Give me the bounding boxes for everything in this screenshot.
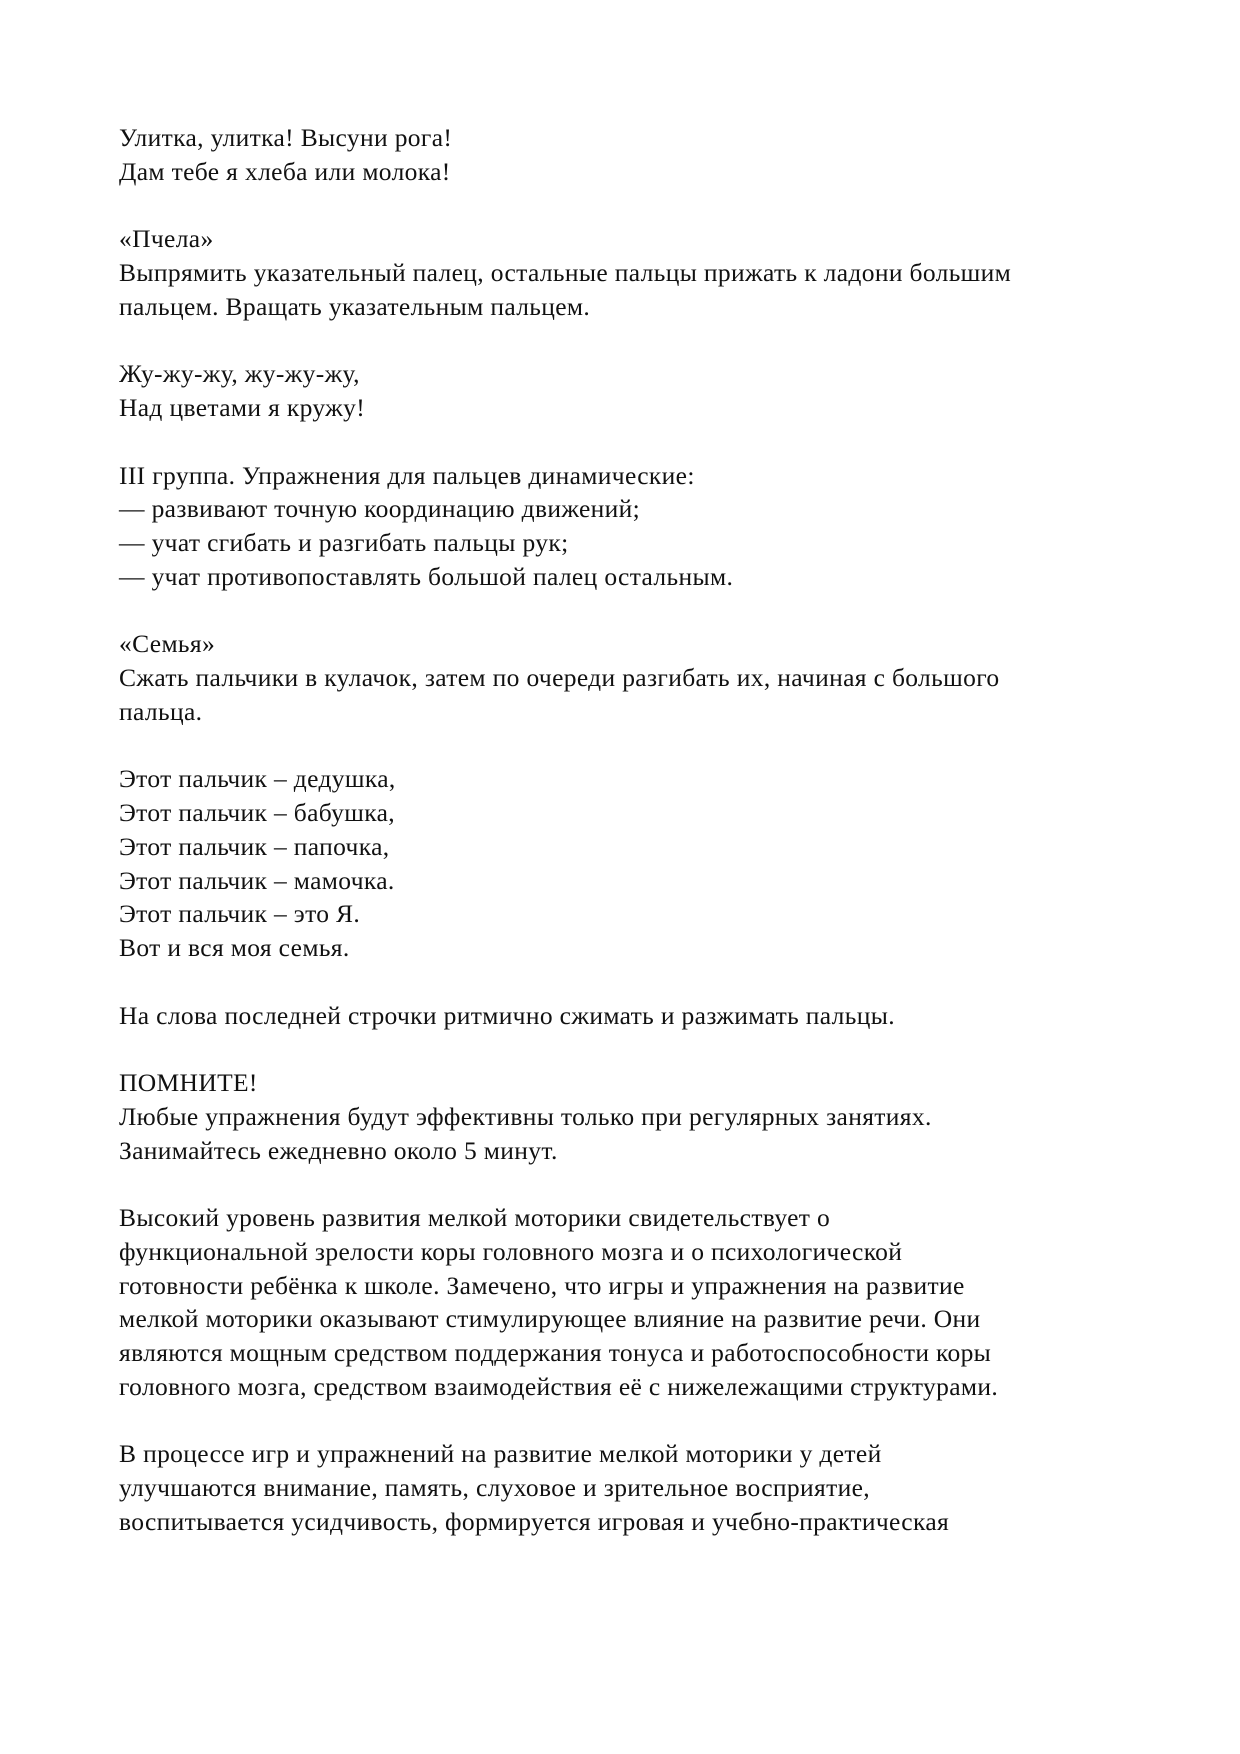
- text-line: готовности ребёнка к школе. Замечено, что игры и упражнения на развитие: [119, 1270, 965, 1300]
- text-line: Улитка, улитка! Высуни рога!: [119, 123, 453, 152]
- text-line: пальца.: [119, 696, 203, 726]
- benefits-paragraph: [119, 1437, 1129, 1538]
- text-line: Вот и вся моя семья.: [119, 933, 350, 962]
- text-line: Этот пальчик – мамочка.: [119, 865, 395, 895]
- text-line: «Семья»: [119, 629, 216, 659]
- text-line: Высокий уровень развития мелкой моторики свидетельствует о: [119, 1203, 831, 1232]
- group-three: [119, 459, 1129, 594]
- motor-skills-paragraph: [119, 1201, 1129, 1404]
- text-line: головного мозга, средством взаимодействия её с нижележащими структурами.: [119, 1371, 999, 1401]
- text-line: Этот пальчик – дедушка,: [119, 764, 396, 794]
- text-line: В процессе игр и упражнений на развитие мелкой моторики у детей: [119, 1439, 882, 1469]
- family-exercise: [119, 627, 1129, 728]
- family-rhyme: [119, 762, 1129, 965]
- document-page: [119, 121, 1129, 1572]
- text-line: III группа. Упражнения для пальцев динамические:: [119, 460, 695, 490]
- text-line: — развивают точную координацию движений;: [119, 494, 641, 524]
- text-line: — учат противопоставлять большой палец остальным.: [119, 561, 734, 591]
- snail-rhyme: [119, 121, 1129, 189]
- text-line: улучшаются внимание, память, слуховое и зрительное восприятие,: [119, 1473, 870, 1502]
- text-line: Дам тебе я хлеба или молока!: [119, 156, 451, 186]
- text-line: — учат сгибать и разгибать пальцы рук;: [119, 528, 569, 557]
- text-line: Выпрямить указательный палец, остальные пальцы прижать к ладони большим: [119, 258, 1012, 287]
- text-line: Над цветами я кружу!: [119, 393, 366, 422]
- text-line: «Пчела»: [119, 224, 214, 254]
- text-line: Любые упражнения будут эффективны только при регулярных занятиях.: [119, 1101, 932, 1131]
- text-line: ПОМНИТЕ!: [119, 1068, 258, 1097]
- bee-rhyme: [119, 357, 1129, 425]
- text-line: функциональной зрелости коры головного мозга и о психологической: [119, 1236, 903, 1266]
- last-line-note: [119, 999, 1129, 1033]
- text-line: воспитывается усидчивость, формируется игровая и учебно-практическая: [119, 1506, 950, 1536]
- text-line: На слова последней строчки ритмично сжимать и разжимать пальцы.: [119, 1000, 895, 1030]
- text-line: Этот пальчик – папочка,: [119, 831, 390, 861]
- text-line: Этот пальчик – это Я.: [119, 899, 361, 929]
- bee-exercise: [119, 222, 1129, 323]
- text-line: являются мощным средством поддержания тонуса и работоспособности коры: [119, 1338, 992, 1367]
- text-line: пальцем. Вращать указательным пальцем.: [119, 291, 591, 321]
- text-line: мелкой моторики оказывают стимулирующее влияние на развитие речи. Они: [119, 1304, 981, 1334]
- text-line: Занимайтесь ежедневно около 5 минут.: [119, 1135, 558, 1165]
- remember-note: [119, 1066, 1129, 1167]
- text-line: Сжать пальчики в кулачок, затем по очереди разгибать их, начиная с большого: [119, 663, 1000, 692]
- text-line: Этот пальчик – бабушка,: [119, 798, 395, 827]
- text-line: Жу-жу-жу, жу-жу-жу,: [119, 359, 360, 389]
